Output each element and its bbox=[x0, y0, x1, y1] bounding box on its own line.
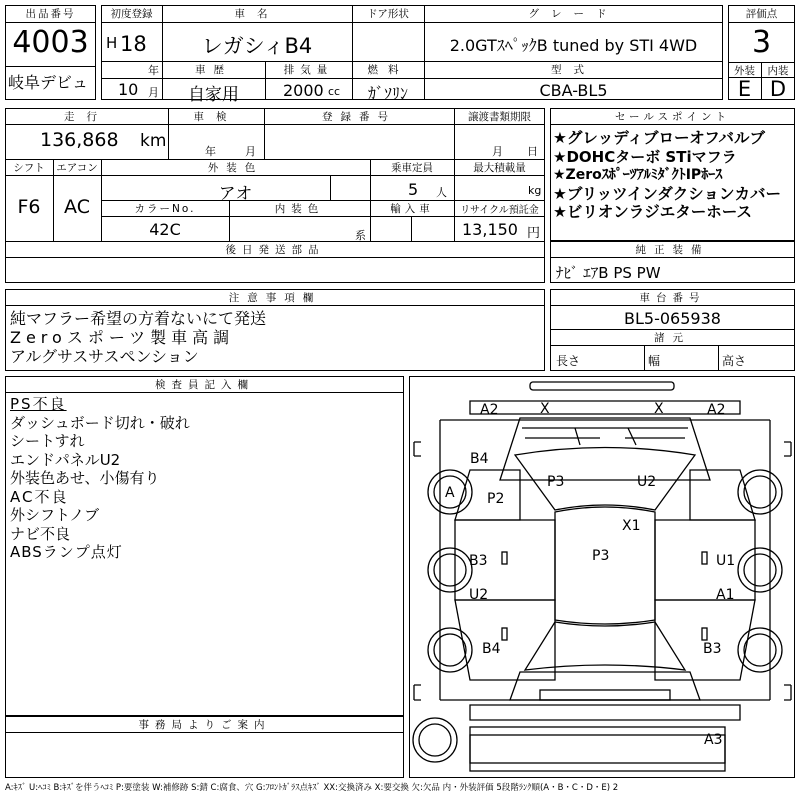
inspection-label: 車検 bbox=[193, 111, 239, 123]
mark-p3-roof: P3 bbox=[592, 548, 610, 564]
mark-u2-windshield: U2 bbox=[637, 474, 657, 490]
recycle-unit: 円 bbox=[527, 226, 541, 241]
sales-points-list bbox=[553, 129, 781, 222]
first-reg-label: 初度登録 bbox=[110, 8, 153, 20]
inspector-line: ナビ不良 bbox=[10, 524, 71, 543]
import-label: 輸入車 bbox=[390, 203, 434, 215]
score-label: 評価点 bbox=[745, 8, 778, 20]
ac-label: エアコン bbox=[56, 162, 98, 174]
recycle-value: 13,150 bbox=[462, 220, 518, 239]
inspector-line: AC不良 bbox=[10, 487, 69, 506]
capacity-value: 5 bbox=[408, 180, 419, 199]
mileage-unit: km bbox=[140, 131, 167, 151]
equipment-value: ﾅﾋﾞ ｴｱB PS PW bbox=[556, 264, 661, 282]
note-line: 純マフラー希望の方着ないにて発送 bbox=[10, 309, 267, 328]
transfer-day-unit: 日 bbox=[527, 145, 538, 158]
rear-window-outline bbox=[525, 622, 685, 670]
mark-b4-front: B4 bbox=[470, 451, 489, 467]
inspector-line: エンドパネルU2 bbox=[10, 450, 121, 469]
notes-lines bbox=[10, 309, 266, 366]
mark-b3-left: B3 bbox=[469, 553, 488, 569]
mark-x-right: X bbox=[654, 401, 664, 417]
width-label: 幅 bbox=[648, 354, 661, 368]
hood-outline bbox=[500, 418, 710, 480]
transfer-label: 譲渡書類期限 bbox=[468, 111, 531, 123]
interior-label: 内装 bbox=[767, 65, 789, 77]
capacity-unit: 人 bbox=[436, 186, 447, 199]
era: H bbox=[106, 34, 118, 52]
grade-value: 2.0GTｽﾍﾟｯｸB tuned by STI 4WD bbox=[449, 36, 698, 55]
displacement-label: 排気量 bbox=[283, 64, 334, 76]
capacity-label: 乗車定員 bbox=[391, 162, 433, 174]
color-no-label: カラーNo. bbox=[134, 203, 196, 215]
auction-venue: 岐阜デビュ bbox=[8, 73, 89, 92]
mark-a3-rear: A3 bbox=[704, 732, 723, 748]
inspection-month-unit: 月 bbox=[245, 145, 256, 158]
car-name: レガシィB4 bbox=[201, 34, 313, 58]
month-unit: 月 bbox=[148, 86, 159, 99]
mileage-label: 走行 bbox=[64, 111, 109, 123]
chassis-label: 車台番号 bbox=[639, 292, 706, 304]
inspector-line: 外装色あせ、小傷有り bbox=[10, 469, 160, 487]
mark-a2-left: A2 bbox=[480, 402, 499, 418]
inspector-line: ABSランプ点灯 bbox=[10, 543, 123, 561]
transfer-month-unit: 月 bbox=[492, 145, 503, 158]
car-name-label: 車名 bbox=[234, 8, 280, 20]
front-bumper bbox=[470, 401, 740, 414]
score-value: 3 bbox=[751, 25, 772, 60]
exterior-grade: E bbox=[737, 77, 752, 101]
sales-points-label: セールスポイント bbox=[614, 111, 731, 123]
mark-a1-right: A1 bbox=[716, 587, 735, 603]
mark-a2-right: A2 bbox=[707, 402, 726, 418]
notes-label: 注意事項欄 bbox=[228, 292, 322, 304]
reg-month: 10 bbox=[118, 80, 139, 99]
mileage-value: 136,868 bbox=[40, 129, 119, 151]
mark-x-left: X bbox=[540, 401, 550, 417]
equipment-label: 純正装備 bbox=[635, 244, 710, 256]
mark-u1-right: U1 bbox=[716, 553, 736, 569]
fuel-value: ｶﾞｿﾘﾝ bbox=[367, 84, 408, 103]
sales-point-item: ★ブリッツインダクションカバー bbox=[553, 184, 781, 203]
mark-p3-windshield: P3 bbox=[547, 474, 565, 490]
sales-point-item: ★ビリオンラジエターホース bbox=[553, 203, 752, 221]
mark-p2: P2 bbox=[487, 491, 505, 507]
year-unit: 年 bbox=[148, 64, 159, 77]
interior-grade: D bbox=[769, 77, 787, 101]
recycle-label: リサイクル預託金 bbox=[460, 205, 539, 216]
displacement-value: 2000 bbox=[283, 81, 324, 100]
color-no-value: 42C bbox=[149, 220, 181, 239]
mark-b3-rear: B3 bbox=[703, 641, 722, 657]
windshield-outline bbox=[515, 448, 695, 511]
shift-value: F6 bbox=[17, 196, 41, 218]
inspector-line: シートすれ bbox=[10, 432, 85, 450]
door-label: ドア形状 bbox=[367, 8, 409, 20]
inspector-lines bbox=[10, 395, 190, 562]
note-line: Zeroスポーツ製車高調 bbox=[10, 328, 235, 347]
model-label: 型式 bbox=[551, 64, 596, 76]
note-line: アルグサスサスペンション bbox=[10, 347, 199, 366]
office-label: 事務局よりご案内 bbox=[138, 719, 271, 731]
car-diagram bbox=[410, 377, 794, 777]
inspector-label: 検査員記入欄 bbox=[155, 379, 254, 391]
history-value: 自家用 bbox=[188, 85, 239, 105]
rear-bumper bbox=[470, 705, 740, 720]
fuel-label: 燃料 bbox=[367, 64, 409, 76]
reg-year: 18 bbox=[120, 32, 147, 56]
inspector-line: 外シフトノブ bbox=[10, 506, 100, 524]
shift-label: シフト bbox=[13, 162, 45, 174]
reg-no-label: 登録番号 bbox=[322, 111, 396, 123]
chassis-value: BL5-065938 bbox=[624, 309, 721, 328]
mark-x1: X1 bbox=[622, 518, 641, 534]
ac-value: AC bbox=[64, 196, 90, 218]
color-label: 外装色 bbox=[207, 162, 264, 174]
lot-label: 出品番号 bbox=[25, 8, 76, 20]
sales-point-item: ★グレッディブローオフバルブ bbox=[553, 129, 765, 147]
legend-text: A:ｷｽﾞ U:ﾍｺﾐ B:ｷｽﾞを伴うﾍｺﾐ P:要塗装 W:補修跡 S:錆 C:腐食、穴 G:ﾌﾛﾝﾄｶﾞﾗｽ点ｷｽﾞ XX:交換済み X:要交換 欠:欠品 内・外装評価 5段階ﾗﾝｸ順(A・B・C・D・E) 2 bbox=[5, 783, 619, 793]
mark-u2-left: U2 bbox=[469, 587, 489, 603]
inspector-line: PS不良 bbox=[10, 395, 67, 413]
height-label: 高さ bbox=[722, 354, 747, 368]
exterior-label: 外装 bbox=[734, 65, 755, 77]
load-unit: kg bbox=[528, 184, 542, 197]
color-value: アオ bbox=[218, 184, 253, 204]
history-label: 車歴 bbox=[195, 64, 232, 76]
sales-point-item: ★DOHCターボ STiマフラ bbox=[553, 147, 737, 166]
mark-b4-rear: B4 bbox=[482, 641, 501, 657]
lot-number: 4003 bbox=[12, 25, 89, 60]
inspector-line: ダッシュボード切れ・破れ bbox=[10, 413, 190, 432]
mark-a-wheel: A bbox=[445, 485, 455, 501]
interior-color-unit: 系 bbox=[355, 229, 366, 242]
load-label: 最大積載量 bbox=[473, 162, 526, 174]
model-value: CBA-BL5 bbox=[539, 81, 608, 100]
displacement-unit: cc bbox=[328, 85, 341, 98]
grade-label: グレード bbox=[528, 8, 619, 20]
later-parts-label: 後日発送部品 bbox=[225, 244, 325, 256]
dims-label: 諸元 bbox=[654, 332, 691, 344]
sales-point-item: ★ZeroｽﾎﾟｰﾂｱﾙﾐﾀﾞｸﾄIPﾎｰｽ bbox=[553, 167, 723, 183]
inspection-year-unit: 年 bbox=[205, 145, 216, 158]
damage-diagram-frame bbox=[409, 376, 795, 778]
front-bumper-line bbox=[530, 382, 674, 390]
interior-color-label: 内装色 bbox=[274, 203, 325, 215]
length-label: 長さ bbox=[556, 354, 581, 368]
